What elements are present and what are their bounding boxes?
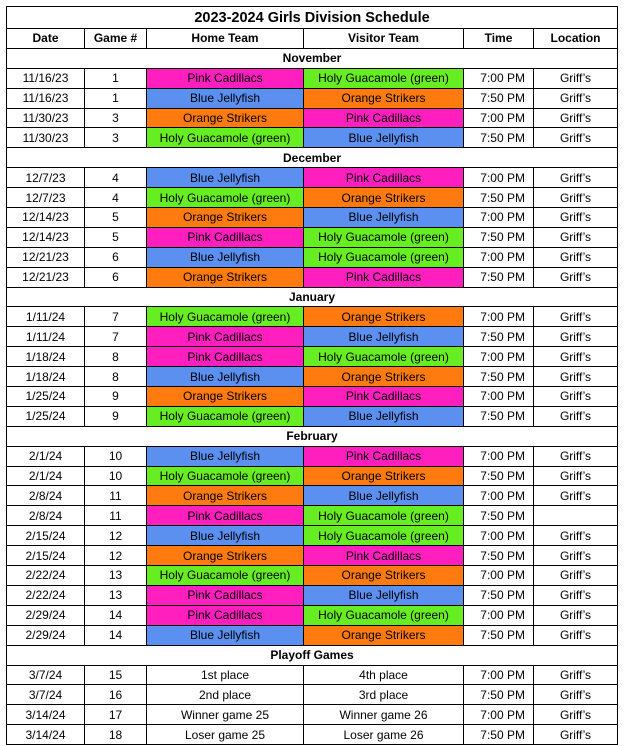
location-cell: Griff’s: [534, 347, 618, 367]
table-row: [7, 486, 618, 506]
location-cell: Griff’s: [534, 406, 618, 426]
date-cell: 12/7/23: [7, 168, 85, 188]
date-cell: 2/8/24: [7, 486, 85, 506]
game-number-cell: 1: [85, 68, 147, 88]
time-cell: 7:00 PM: [464, 486, 534, 506]
table-row: [7, 725, 618, 745]
table-row: [7, 605, 618, 625]
game-number-cell: 17: [85, 705, 147, 725]
table-row: [7, 347, 618, 367]
home-team-cell: Holy Guacamole (green): [147, 566, 304, 586]
time-cell: 7:00 PM: [464, 347, 534, 367]
schedule-body: [7, 7, 618, 745]
home-team-cell: Winner game 25: [147, 705, 304, 725]
table-row: [7, 108, 618, 128]
schedule-table: [6, 6, 618, 745]
visitor-team-cell: Pink Cadillacs: [304, 267, 464, 287]
visitor-team-cell: Orange Strikers: [304, 625, 464, 645]
home-team-cell: Blue Jellyfish: [147, 446, 304, 466]
visitor-team-cell: Blue Jellyfish: [304, 128, 464, 148]
visitor-team-cell: Pink Cadillacs: [304, 446, 464, 466]
time-cell: 7:50 PM: [464, 585, 534, 605]
table-row: [7, 327, 618, 347]
time-cell: 7:00 PM: [464, 446, 534, 466]
location-cell: Griff’s: [534, 566, 618, 586]
home-team-cell: Blue Jellyfish: [147, 526, 304, 546]
time-cell: 7:00 PM: [464, 108, 534, 128]
date-cell: 2/8/24: [7, 506, 85, 526]
header-time: Time: [464, 29, 534, 49]
home-team-cell: Holy Guacamole (green): [147, 406, 304, 426]
location-cell: Griff’s: [534, 526, 618, 546]
table-row: [7, 188, 618, 208]
date-cell: 2/29/24: [7, 625, 85, 645]
section-header-row: [7, 48, 618, 68]
visitor-team-cell: 3rd place: [304, 685, 464, 705]
location-cell: Griff’s: [534, 267, 618, 287]
home-team-cell: Pink Cadillacs: [147, 585, 304, 605]
game-number-cell: 10: [85, 466, 147, 486]
game-number-cell: 14: [85, 605, 147, 625]
game-number-cell: 18: [85, 725, 147, 745]
game-number-cell: 9: [85, 406, 147, 426]
home-team-cell: Pink Cadillacs: [147, 327, 304, 347]
home-team-cell: Blue Jellyfish: [147, 367, 304, 387]
game-number-cell: 7: [85, 327, 147, 347]
home-team-cell: 1st place: [147, 665, 304, 685]
game-number-cell: 10: [85, 446, 147, 466]
time-cell: 7:50 PM: [464, 506, 534, 526]
date-cell: 11/16/23: [7, 88, 85, 108]
game-number-cell: 6: [85, 267, 147, 287]
location-cell: Griff’s: [534, 725, 618, 745]
table-row: [7, 208, 618, 228]
game-number-cell: 4: [85, 188, 147, 208]
visitor-team-cell: Holy Guacamole (green): [304, 227, 464, 247]
table-row: [7, 387, 618, 407]
home-team-cell: Orange Strikers: [147, 208, 304, 228]
visitor-team-cell: Pink Cadillacs: [304, 168, 464, 188]
date-cell: 2/1/24: [7, 446, 85, 466]
home-team-cell: Pink Cadillacs: [147, 605, 304, 625]
table-row: [7, 446, 618, 466]
visitor-team-cell: Holy Guacamole (green): [304, 526, 464, 546]
table-row: [7, 406, 618, 426]
location-cell: Griff’s: [534, 327, 618, 347]
time-cell: 7:50 PM: [464, 267, 534, 287]
table-row: [7, 625, 618, 645]
time-cell: 7:00 PM: [464, 387, 534, 407]
game-number-cell: 7: [85, 307, 147, 327]
home-team-cell: Pink Cadillacs: [147, 347, 304, 367]
home-team-cell: Holy Guacamole (green): [147, 466, 304, 486]
date-cell: 3/14/24: [7, 705, 85, 725]
home-team-cell: Blue Jellyfish: [147, 168, 304, 188]
section-header-row: [7, 426, 618, 446]
time-cell: 7:00 PM: [464, 208, 534, 228]
visitor-team-cell: Orange Strikers: [304, 188, 464, 208]
game-number-cell: 15: [85, 665, 147, 685]
game-number-cell: 1: [85, 88, 147, 108]
date-cell: 3/14/24: [7, 725, 85, 745]
home-team-cell: Pink Cadillacs: [147, 227, 304, 247]
header-location: Location: [534, 29, 618, 49]
section-title: January: [7, 287, 618, 307]
time-cell: 7:50 PM: [464, 128, 534, 148]
home-team-cell: 2nd place: [147, 685, 304, 705]
home-team-cell: Loser game 25: [147, 725, 304, 745]
table-row: [7, 466, 618, 486]
home-team-cell: Orange Strikers: [147, 546, 304, 566]
header-row: [7, 29, 618, 49]
date-cell: 1/25/24: [7, 387, 85, 407]
game-number-cell: 5: [85, 227, 147, 247]
location-cell: Griff’s: [534, 227, 618, 247]
game-number-cell: 4: [85, 168, 147, 188]
table-row: [7, 526, 618, 546]
home-team-cell: Orange Strikers: [147, 387, 304, 407]
visitor-team-cell: Holy Guacamole (green): [304, 506, 464, 526]
location-cell: Griff’s: [534, 108, 618, 128]
location-cell: Griff’s: [534, 446, 618, 466]
date-cell: 12/14/23: [7, 227, 85, 247]
game-number-cell: 8: [85, 367, 147, 387]
home-team-cell: Orange Strikers: [147, 486, 304, 506]
visitor-team-cell: 4th place: [304, 665, 464, 685]
visitor-team-cell: Blue Jellyfish: [304, 327, 464, 347]
time-cell: 7:50 PM: [464, 406, 534, 426]
location-cell: Griff’s: [534, 585, 618, 605]
table-row: [7, 546, 618, 566]
visitor-team-cell: Blue Jellyfish: [304, 486, 464, 506]
visitor-team-cell: Orange Strikers: [304, 367, 464, 387]
location-cell: Griff’s: [534, 486, 618, 506]
time-cell: 7:50 PM: [464, 546, 534, 566]
time-cell: 7:00 PM: [464, 665, 534, 685]
visitor-team-cell: Blue Jellyfish: [304, 406, 464, 426]
table-row: [7, 307, 618, 327]
time-cell: 7:00 PM: [464, 526, 534, 546]
location-cell: Griff’s: [534, 685, 618, 705]
game-number-cell: 8: [85, 347, 147, 367]
section-header-row: [7, 148, 618, 168]
visitor-team-cell: Pink Cadillacs: [304, 387, 464, 407]
table-row: [7, 68, 618, 88]
schedule-title: 2023-2024 Girls Division Schedule: [7, 7, 618, 29]
game-number-cell: 13: [85, 566, 147, 586]
game-number-cell: 14: [85, 625, 147, 645]
table-row: [7, 506, 618, 526]
table-row: [7, 585, 618, 605]
date-cell: 12/14/23: [7, 208, 85, 228]
game-number-cell: 11: [85, 486, 147, 506]
location-cell: Griff’s: [534, 705, 618, 725]
table-row: [7, 88, 618, 108]
section-header-row: [7, 645, 618, 665]
game-number-cell: 5: [85, 208, 147, 228]
location-cell: [534, 506, 618, 526]
visitor-team-cell: Loser game 26: [304, 725, 464, 745]
table-row: [7, 665, 618, 685]
visitor-team-cell: Orange Strikers: [304, 307, 464, 327]
date-cell: 2/1/24: [7, 466, 85, 486]
home-team-cell: Holy Guacamole (green): [147, 128, 304, 148]
visitor-team-cell: Blue Jellyfish: [304, 585, 464, 605]
time-cell: 7:00 PM: [464, 705, 534, 725]
visitor-team-cell: Pink Cadillacs: [304, 108, 464, 128]
game-number-cell: 9: [85, 387, 147, 407]
table-row: [7, 685, 618, 705]
date-cell: 2/29/24: [7, 605, 85, 625]
home-team-cell: Pink Cadillacs: [147, 506, 304, 526]
visitor-team-cell: Pink Cadillacs: [304, 546, 464, 566]
date-cell: 12/21/23: [7, 247, 85, 267]
home-team-cell: Blue Jellyfish: [147, 625, 304, 645]
table-row: [7, 267, 618, 287]
game-number-cell: 16: [85, 685, 147, 705]
location-cell: Griff’s: [534, 466, 618, 486]
visitor-team-cell: Orange Strikers: [304, 88, 464, 108]
table-row: [7, 566, 618, 586]
time-cell: 7:00 PM: [464, 566, 534, 586]
header-home-team: Home Team: [147, 29, 304, 49]
game-number-cell: 12: [85, 546, 147, 566]
date-cell: 11/16/23: [7, 68, 85, 88]
location-cell: Griff’s: [534, 665, 618, 685]
time-cell: 7:50 PM: [464, 725, 534, 745]
game-number-cell: 12: [85, 526, 147, 546]
section-header-row: [7, 287, 618, 307]
location-cell: Griff’s: [534, 168, 618, 188]
date-cell: 1/11/24: [7, 327, 85, 347]
time-cell: 7:50 PM: [464, 188, 534, 208]
home-team-cell: Holy Guacamole (green): [147, 307, 304, 327]
visitor-team-cell: Holy Guacamole (green): [304, 605, 464, 625]
table-row: [7, 128, 618, 148]
visitor-team-cell: Orange Strikers: [304, 466, 464, 486]
visitor-team-cell: Orange Strikers: [304, 566, 464, 586]
location-cell: Griff’s: [534, 68, 618, 88]
date-cell: 2/22/24: [7, 566, 85, 586]
home-team-cell: Holy Guacamole (green): [147, 188, 304, 208]
date-cell: 2/22/24: [7, 585, 85, 605]
section-title: Playoff Games: [7, 645, 618, 665]
time-cell: 7:00 PM: [464, 307, 534, 327]
location-cell: Griff’s: [534, 546, 618, 566]
location-cell: Griff’s: [534, 128, 618, 148]
date-cell: 1/18/24: [7, 367, 85, 387]
table-row: [7, 227, 618, 247]
time-cell: 7:50 PM: [464, 367, 534, 387]
date-cell: 2/15/24: [7, 546, 85, 566]
date-cell: 1/18/24: [7, 347, 85, 367]
time-cell: 7:00 PM: [464, 605, 534, 625]
title-row: [7, 7, 618, 29]
date-cell: 11/30/23: [7, 128, 85, 148]
date-cell: 11/30/23: [7, 108, 85, 128]
date-cell: 2/15/24: [7, 526, 85, 546]
table-row: [7, 705, 618, 725]
header-game: Game #: [85, 29, 147, 49]
time-cell: 7:50 PM: [464, 227, 534, 247]
table-row: [7, 367, 618, 387]
visitor-team-cell: Holy Guacamole (green): [304, 347, 464, 367]
home-team-cell: Orange Strikers: [147, 108, 304, 128]
section-title: November: [7, 48, 618, 68]
section-title: December: [7, 148, 618, 168]
home-team-cell: Blue Jellyfish: [147, 88, 304, 108]
location-cell: Griff’s: [534, 625, 618, 645]
time-cell: 7:00 PM: [464, 168, 534, 188]
date-cell: 12/7/23: [7, 188, 85, 208]
location-cell: Griff’s: [534, 605, 618, 625]
time-cell: 7:50 PM: [464, 88, 534, 108]
location-cell: Griff’s: [534, 208, 618, 228]
table-row: [7, 247, 618, 267]
section-title: February: [7, 426, 618, 446]
home-team-cell: Pink Cadillacs: [147, 68, 304, 88]
date-cell: 12/21/23: [7, 267, 85, 287]
game-number-cell: 6: [85, 247, 147, 267]
date-cell: 1/25/24: [7, 406, 85, 426]
game-number-cell: 13: [85, 585, 147, 605]
header-visitor-team: Visitor Team: [304, 29, 464, 49]
visitor-team-cell: Holy Guacamole (green): [304, 68, 464, 88]
visitor-team-cell: Holy Guacamole (green): [304, 247, 464, 267]
date-cell: 3/7/24: [7, 665, 85, 685]
date-cell: 3/7/24: [7, 685, 85, 705]
location-cell: Griff’s: [534, 387, 618, 407]
table-row: [7, 168, 618, 188]
time-cell: 7:50 PM: [464, 685, 534, 705]
header-date: Date: [7, 29, 85, 49]
game-number-cell: 3: [85, 108, 147, 128]
home-team-cell: Orange Strikers: [147, 267, 304, 287]
time-cell: 7:00 PM: [464, 68, 534, 88]
date-cell: 1/11/24: [7, 307, 85, 327]
location-cell: Griff’s: [534, 367, 618, 387]
home-team-cell: Blue Jellyfish: [147, 247, 304, 267]
visitor-team-cell: Winner game 26: [304, 705, 464, 725]
location-cell: Griff’s: [534, 307, 618, 327]
visitor-team-cell: Blue Jellyfish: [304, 208, 464, 228]
location-cell: Griff’s: [534, 188, 618, 208]
location-cell: Griff’s: [534, 247, 618, 267]
time-cell: 7:00 PM: [464, 247, 534, 267]
location-cell: Griff’s: [534, 88, 618, 108]
time-cell: 7:50 PM: [464, 625, 534, 645]
time-cell: 7:50 PM: [464, 327, 534, 347]
game-number-cell: 11: [85, 506, 147, 526]
game-number-cell: 3: [85, 128, 147, 148]
time-cell: 7:50 PM: [464, 466, 534, 486]
